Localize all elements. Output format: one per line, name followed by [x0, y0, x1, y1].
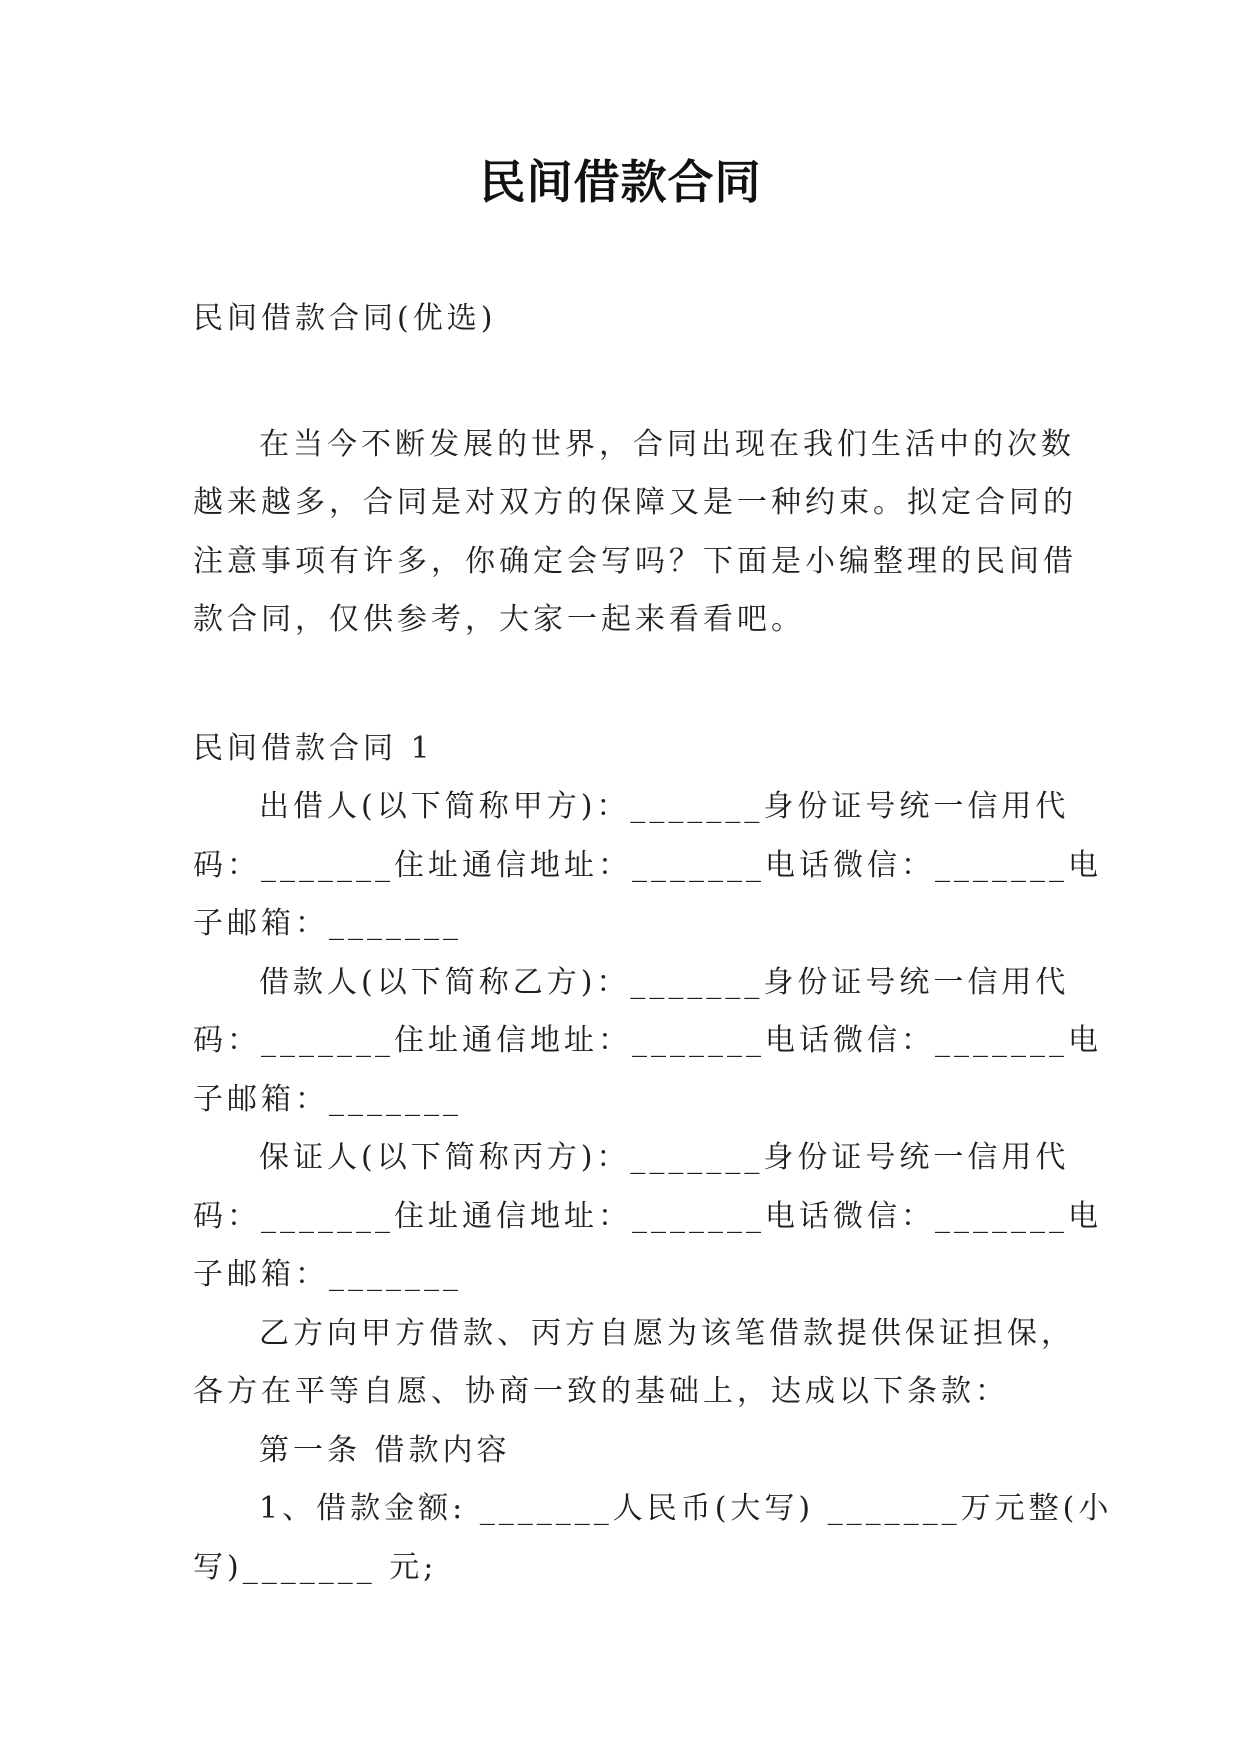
- agreement-line-2: 各方在平等自愿、协商一致的基础上，达成以下条款：: [193, 1374, 1009, 1409]
- article-heading: 第一条 借款内容: [259, 1432, 511, 1468]
- borrower-line-2: 码：_______住址通信地址：_______电话微信：_______电: [193, 1023, 1102, 1058]
- document-subtitle: 民间借款合同(优选): [193, 301, 497, 336]
- section-heading: 民间借款合同 1: [193, 730, 434, 766]
- borrower-line-3: 子邮箱：_______: [193, 1081, 462, 1117]
- guarantor-line-1: 保证人(以下简称丙方)：_______身份证号统一信用代: [259, 1140, 1070, 1175]
- lender-line-2: 码：_______住址通信地址：_______电话微信：_______电: [193, 847, 1102, 883]
- lender-line-3: 子邮箱：_______: [193, 906, 462, 941]
- guarantor-line-2: 码：_______住址通信地址：_______电话微信：_______电: [193, 1198, 1102, 1234]
- intro-line-3: 注意事项有许多，你确定会写吗？下面是小编整理的民间借: [193, 543, 1077, 579]
- spacer: [193, 349, 1053, 416]
- intro-line-2: 越来越多，合同是对双方的保障又是一种约束。拟定合同的: [193, 485, 1077, 520]
- document-title: 民间借款合同: [479, 155, 762, 209]
- document-body: [193, 290, 1113, 1597]
- lender-line-1: 出借人(以下简称甲方)：_______身份证号统一信用代: [259, 789, 1070, 824]
- agreement-line-1: 乙方向甲方借款、丙方自愿为该笔借款提供保证担保，: [259, 1315, 1075, 1351]
- intro-line-1: 在当今不断发展的世界，合同出现在我们生活中的次数: [259, 426, 1075, 462]
- spacer: [193, 650, 1053, 720]
- borrower-line-1: 借款人(以下简称乙方)：_______身份证号统一信用代: [259, 964, 1070, 1000]
- intro-line-4: 款合同，仅供参考，大家一起来看看吧。: [193, 602, 805, 637]
- guarantor-line-3: 子邮箱：_______: [193, 1257, 462, 1292]
- loan-amount-line-2: 写)_______ 元;: [193, 1549, 438, 1585]
- loan-amount-line-1: 1、借款金额: _______人民币(大写) _______万元整(小: [259, 1491, 1113, 1526]
